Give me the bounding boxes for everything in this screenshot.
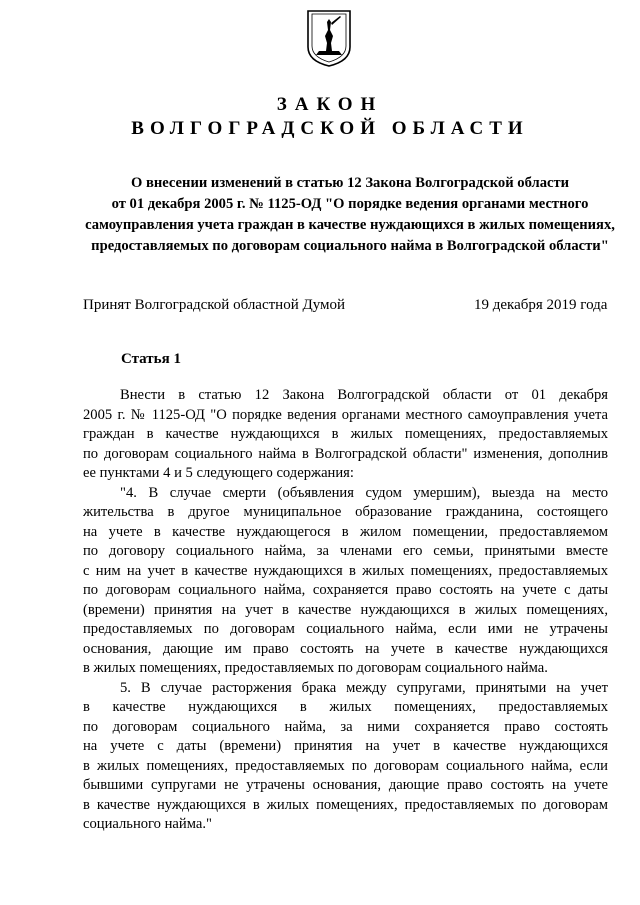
document-type-heading: ЗАКОН bbox=[276, 94, 384, 115]
text-line: в жилых помещениях, предоставляемых по договорам социального найма, если bbox=[83, 757, 608, 774]
text-line: в жилых помещениях, предоставляемых по договорам социального найма. bbox=[83, 660, 548, 676]
text-line: 2005 г. № 1125-ОД "О порядке ведения органами местного самоуправления учета bbox=[83, 406, 608, 423]
article-heading: Статья 1 bbox=[121, 351, 181, 367]
adoption-date: 19 декабря 2019 года bbox=[474, 297, 608, 313]
law-title-line: предоставляемых по договорам социального найма в Волгоградской области" bbox=[91, 238, 609, 254]
text-line: по договорам социального найма в Волгоградской области" изменения, дополнив bbox=[83, 445, 608, 462]
article-body bbox=[83, 386, 608, 835]
law-title-line: О внесении изменений в статью 12 Закона Волгоградской области bbox=[130, 175, 570, 191]
text-line: с ним на учет в качестве нуждающихся в жилых помещениях, предоставляемых bbox=[83, 562, 608, 579]
text-line: по договорам социального найма, сохраняется право состоять на учете с даты bbox=[83, 582, 608, 598]
text-line: в качестве нуждающихся в жилых помещениях, предоставляемых bbox=[83, 699, 608, 715]
text-line: на учете в качестве нуждающегося в жилом помещении, предоставляемом bbox=[83, 523, 608, 540]
text-line: жительства в другое муниципальное образование гражданина, состоящего bbox=[83, 504, 608, 520]
text-line: основания, дающие им право состоять на учете в качестве нуждающихся bbox=[83, 640, 608, 657]
text-line: предоставляемых по договорам социального найма, если ими не утрачены bbox=[83, 621, 608, 637]
law-title bbox=[60, 173, 640, 257]
text-line: в качестве нуждающихся в жилых помещениях, предоставляемых по договорам bbox=[83, 796, 608, 813]
law-title-line: самоуправления учета граждан в качестве нуждающихся в жилых помещениях, bbox=[85, 217, 615, 233]
adopted-by-text: Принят Волгоградской областной Думой bbox=[83, 297, 346, 313]
text-line: бывшими супругами не утрачены основания, дающие право состоять на учете bbox=[83, 777, 608, 793]
text-line: по договорам социального найма, за ними сохраняется право состоять bbox=[83, 718, 608, 735]
text-line: "4. В случае смерти (объявления судом умершим), выезда на место bbox=[120, 484, 608, 501]
text-line: ее пунктами 4 и 5 следующего содержания: bbox=[83, 465, 354, 481]
law-title-line: от 01 декабря 2005 г. № 1125-ОД "О порядке ведения органами местного bbox=[111, 196, 589, 212]
text-line: на учете с даты (времени) принятия на учет в качестве нуждающихся bbox=[83, 738, 608, 754]
text-line: (времени) принятия на учет в качестве нуждающихся в жилых помещениях, bbox=[83, 601, 608, 618]
text-line: граждан в качестве нуждающихся в жилых помещениях, предоставляемых bbox=[83, 426, 608, 442]
text-line: по договору социального найма, за членами его семьи, принятыми вместе bbox=[83, 543, 608, 559]
text-line: 5. В случае расторжения брака между супругами, принятыми на учет bbox=[120, 679, 608, 696]
coat-of-arms-icon bbox=[306, 9, 352, 67]
region-heading: ВОЛГОГРАДСКОЙ ОБЛАСТИ bbox=[131, 118, 529, 139]
text-line: социального найма." bbox=[83, 816, 212, 832]
text-line: Внести в статью 12 Закона Волгоградской области от 01 декабря bbox=[120, 387, 608, 403]
